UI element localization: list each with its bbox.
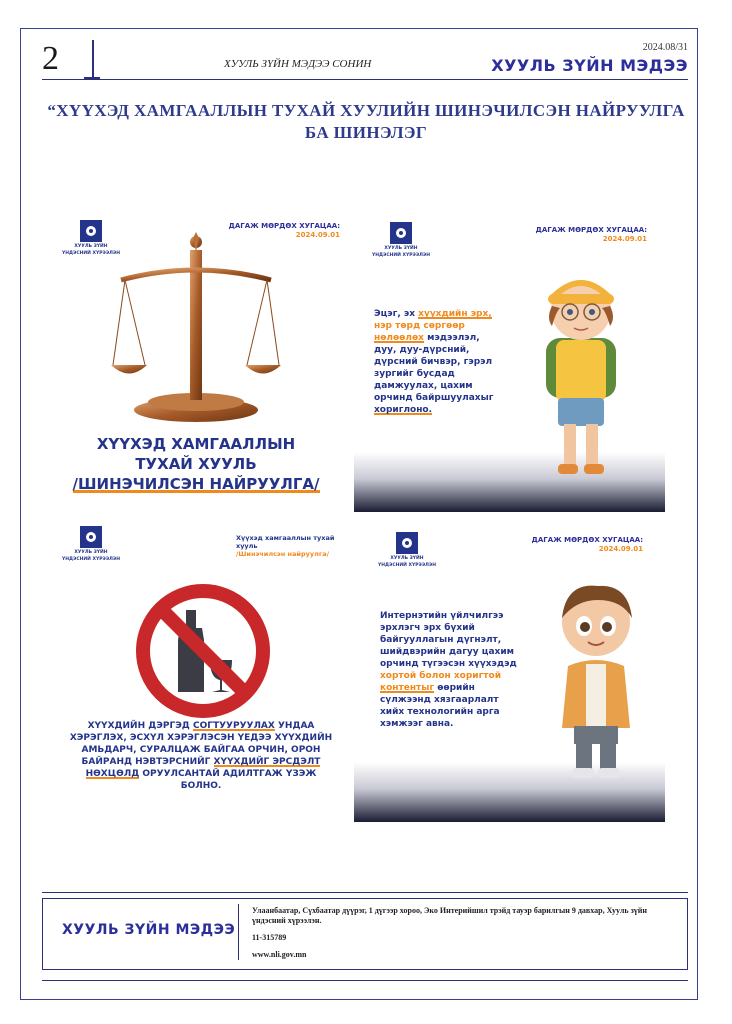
footer-rule-bottom	[42, 980, 688, 981]
institute-logo-icon	[80, 220, 102, 242]
no-alcohol-icon	[134, 582, 272, 720]
logo-text-line1: ХУУЛЬ ЗҮЙН	[390, 556, 424, 561]
panel1-title-line3: /ШИНЭЧИЛСЭН НАЙРУУЛГА/	[72, 475, 320, 493]
deadline-date: 2024.09.01	[598, 545, 643, 553]
infographic-panel-privacy	[354, 212, 665, 512]
logo-text-line2: ҮНДЭСНИЙ ХҮРЭЭЛЭН	[372, 253, 430, 258]
deadline-date: 2024.09.01	[295, 231, 340, 239]
infographic-panel-alcohol	[46, 518, 346, 818]
panel2-text: Эцэг, эх хүүхдийн эрх, нэр төрд сөргөөр нөлөөлөх мэдээлэл, дуу, дуу-дүрсний, дүрсний бичвэр, гэрэл зургийг бусдад дамжуулах, цахим орчинд байршуулахыг хориглоно.	[374, 309, 494, 415]
header-divider	[92, 40, 94, 80]
institute-logo	[374, 532, 440, 568]
panel1-title-line1: ХҮҮХЭД ХАМГААЛЛЫН	[96, 435, 296, 453]
logo-text-line2: ҮНДЭСНИЙ ХҮРЭЭЛЭН	[62, 557, 120, 562]
page-number: 2	[42, 40, 59, 77]
panel3-caption-line2: /Шинэчилсэн найруулга/	[236, 550, 330, 558]
footer-address: Улаанбаатар, Сүхбаатар дүүрэг, 1 дүгээр хороо, Эко Интерийшил трэйд тауэр барилгын 9 давхар, Хууль зүйн үндэсний хүрээлэн.	[252, 906, 647, 925]
infographic-panel-law	[46, 212, 346, 502]
institute-logo-icon	[396, 532, 418, 554]
deadline-caption: ДАГАЖ МӨРДӨХ ХУГАЦАА:	[531, 536, 643, 544]
deadline-label	[536, 226, 647, 244]
deadline-label	[532, 536, 643, 554]
institute-logo	[58, 526, 124, 562]
deadline-caption: ДАГАЖ МӨРДӨХ ХУГАЦАА:	[228, 222, 340, 230]
infographic-panel-internet	[354, 522, 665, 822]
logo-text-line1: ХУУЛЬ ЗҮЙН	[74, 550, 108, 555]
panel3-caption-line1: Хүүхэд хамгааллын тухай хууль	[236, 534, 335, 550]
panel3-caption	[236, 534, 346, 558]
panel1-title-line2: ТУХАЙ ХУУЛЬ	[135, 455, 257, 473]
boy-with-backpack-illustration	[526, 268, 636, 488]
logo-text-line1: ХУУЛЬ ЗҮЙН	[384, 246, 418, 251]
footer-website[interactable]: www.nli.gov.mn	[252, 950, 307, 959]
issue-date: 2024.08/31	[642, 42, 688, 53]
logo-text-line2: ҮНДЭСНИЙ ХҮРЭЭЛЭН	[62, 251, 120, 256]
panel3-text: ХҮҮХДИЙН ДЭРГЭД СОГТУУРУУЛАХ УНДАА ХЭРЭГЛЭХ, ЭСХҮЛ ХЭРЭГЛЭСЭН ҮЕДЭЭ ХҮҮХДИЙН АМЬДАРЧ, СУРАЛЦАЖ БАЙГАА ОРЧИН, ОРОН БАЙРАНД НЭВТЭРСНИЙГ ХҮҮХДИЙГ ЭРСДЭЛТ НӨХЦӨЛД ОРУУЛСАНТАЙ АДИЛТГАЖ ҮЗЭЖ БОЛНО.	[69, 721, 333, 791]
header-rule	[42, 79, 688, 80]
footer-divider	[238, 904, 239, 960]
deadline-caption: ДАГАЖ МӨРДӨХ ХУГАЦАА:	[535, 226, 647, 234]
newspaper-brand: ХУУЛЬ ЗҮЙН МЭДЭЭ	[491, 56, 688, 75]
institute-logo-icon	[80, 526, 102, 548]
running-title: ХУУЛЬ ЗҮЙН МЭДЭЭ СОНИН	[224, 58, 372, 70]
article-headline: “ХҮҮХЭД ХАМГААЛЛЫН ТУХАЙ ХУУЛИЙН ШИНЭЧИЛСЭН НАЙРУУЛГА БА ШИНЭЛЭГ	[47, 101, 685, 142]
boy-in-jacket-illustration	[546, 578, 646, 784]
footer-brand: ХУУЛЬ ЗҮЙН МЭДЭЭ	[62, 922, 236, 938]
institute-logo-icon	[390, 222, 412, 244]
page-frame	[20, 28, 698, 1000]
panel1-title	[46, 434, 346, 494]
scales-of-justice-icon	[111, 230, 281, 440]
institute-logo	[368, 222, 434, 258]
header-rule-accent	[84, 77, 100, 80]
logo-text-line1: ХУУЛЬ ЗҮЙН	[74, 244, 108, 249]
logo-text-line2: ҮНДЭСНИЙ ХҮРЭЭЛЭН	[378, 563, 436, 568]
footer-phone: 11-315789	[252, 933, 287, 942]
panel4-text: Интернэтийн үйлчилгээ эрхлэгч эрх бүхий байгууллагын дүгнэлт, шийдвэрийн дагуу цахим орчинд түгээсэн хүүхэдэд хортой болон хоригтой контентыг өөрийн сүлжээнд хязгаарлалт хийх технологийн арга хэмжээг авна.	[380, 611, 517, 729]
footer-rule-top	[42, 892, 688, 893]
deadline-date: 2024.09.01	[602, 235, 647, 243]
